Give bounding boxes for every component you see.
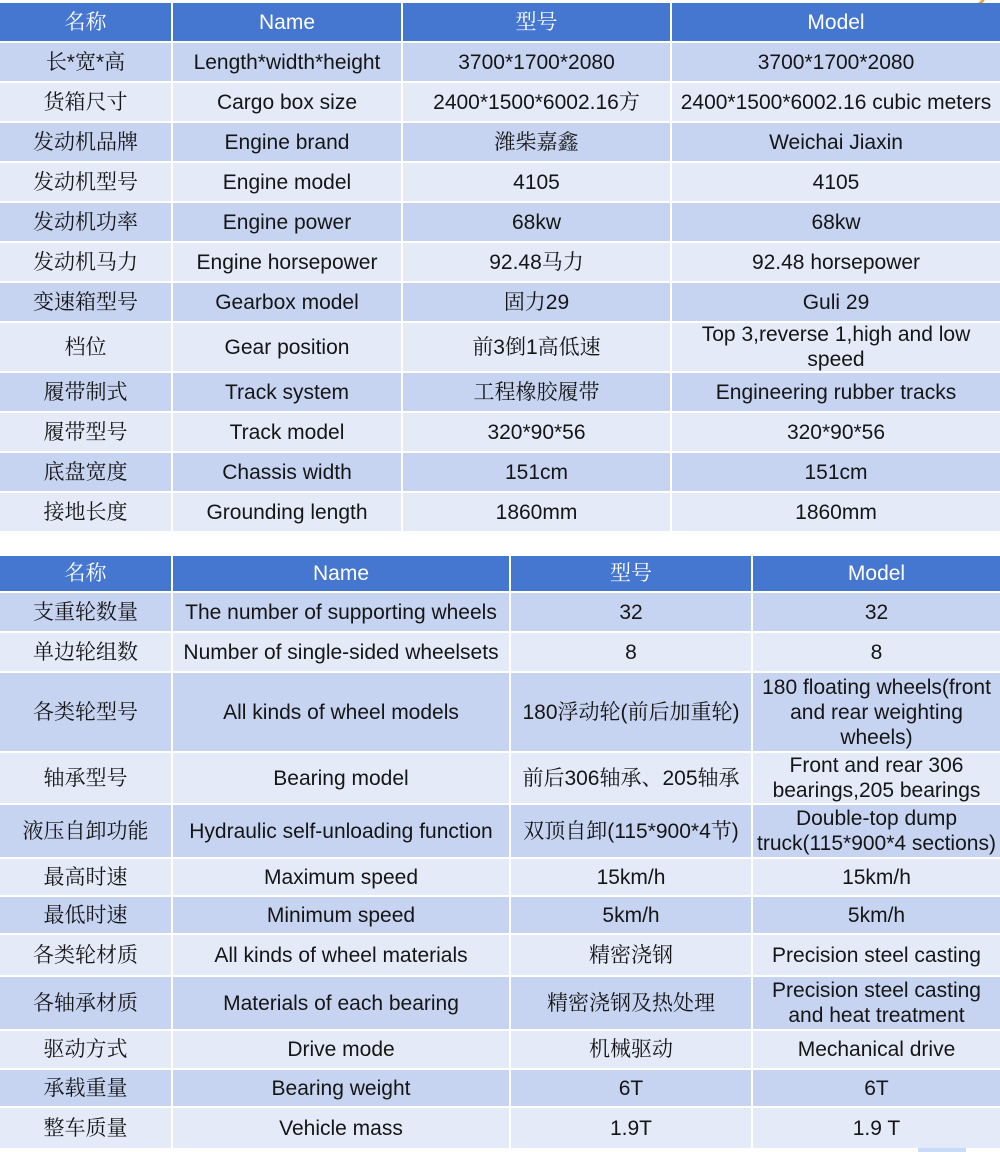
cell-label-cn: 最高时速	[0, 859, 171, 895]
cell-value-en: 68kw	[672, 203, 1000, 241]
cell-label-cn: 整车质量	[0, 1108, 171, 1148]
cell-value-cn: 固力29	[403, 283, 670, 321]
cell-value-cn: 前3倒1高低速	[403, 323, 670, 371]
cell-value-cn: 4105	[403, 163, 670, 201]
cell-value-cn: 机械驱动	[511, 1031, 751, 1068]
cell-value-en: 8	[753, 633, 1000, 671]
cell-value-en: Guli 29	[672, 283, 1000, 321]
cell-value-en: Engineering rubber tracks	[672, 373, 1000, 411]
cell-value-cn: 2400*1500*6002.16方	[403, 83, 670, 121]
cell-value-cn: 151cm	[403, 453, 670, 491]
cell-label-en: Engine horsepower	[173, 243, 401, 281]
cell-label-en: Vehicle mass	[173, 1108, 509, 1148]
cell-label-cn: 轴承型号	[0, 753, 171, 803]
cell-value-cn: 3700*1700*2080	[403, 43, 670, 81]
cell-label-cn: 档位	[0, 323, 171, 371]
cell-value-en: Precision steel casting	[753, 935, 1000, 975]
cell-value-en: Double-top dump truck(115*900*4 sections)	[753, 805, 1000, 857]
cell-label-en: Gearbox model	[173, 283, 401, 321]
cell-value-cn: 1.9T	[511, 1108, 751, 1148]
cell-value-cn: 精密浇钢及热处理	[511, 977, 751, 1029]
cell-label-cn: 承载重量	[0, 1070, 171, 1106]
header-value-en: Model	[753, 556, 1000, 591]
cell-label-en: Chassis width	[173, 453, 401, 491]
header-label-en: Name	[173, 3, 401, 41]
cell-value-cn: 1860mm	[403, 493, 670, 531]
header-label-en: Name	[173, 556, 509, 591]
cell-label-en: Engine power	[173, 203, 401, 241]
cell-label-en: All kinds of wheel models	[173, 673, 509, 751]
cell-label-en: Gear position	[173, 323, 401, 371]
cell-value-en: 92.48 horsepower	[672, 243, 1000, 281]
cell-label-en: Materials of each bearing	[173, 977, 509, 1029]
cell-label-cn: 履带型号	[0, 413, 171, 451]
cell-value-en: 6T	[753, 1070, 1000, 1106]
cell-label-en: Length*width*height	[173, 43, 401, 81]
cell-label-en: Minimum speed	[173, 897, 509, 933]
cell-label-cn: 底盘宽度	[0, 453, 171, 491]
cell-value-en: Weichai Jiaxin	[672, 123, 1000, 161]
cell-value-cn: 92.48马力	[403, 243, 670, 281]
cell-label-en: Engine model	[173, 163, 401, 201]
cell-label-cn: 各类轮型号	[0, 673, 171, 751]
cell-label-cn: 发动机型号	[0, 163, 171, 201]
cell-label-cn: 接地长度	[0, 493, 171, 531]
bottom-accent-bar	[918, 1148, 966, 1152]
cell-value-en: 5km/h	[753, 897, 1000, 933]
cell-value-cn: 8	[511, 633, 751, 671]
cell-value-en: 2400*1500*6002.16 cubic meters	[672, 83, 1000, 121]
header-label-cn: 名称	[0, 3, 171, 41]
cell-value-cn: 精密浇钢	[511, 935, 751, 975]
header-value-en: Model	[672, 3, 1000, 41]
cell-label-cn: 发动机品牌	[0, 123, 171, 161]
cell-value-cn: 双顶自卸(115*900*4节)	[511, 805, 751, 857]
cell-value-cn: 前后306轴承、205轴承	[511, 753, 751, 803]
cell-value-cn: 320*90*56	[403, 413, 670, 451]
cell-value-cn: 15km/h	[511, 859, 751, 895]
spec-table-1	[0, 3, 1000, 531]
cell-value-en: Front and rear 306 bearings,205 bearings	[753, 753, 1000, 803]
cell-label-cn: 发动机马力	[0, 243, 171, 281]
cell-label-en: Grounding length	[173, 493, 401, 531]
cell-value-cn: 68kw	[403, 203, 670, 241]
cell-label-en: Number of single-sided wheelsets	[173, 633, 509, 671]
cell-label-cn: 长*宽*高	[0, 43, 171, 81]
cell-value-en: 15km/h	[753, 859, 1000, 895]
header-value-cn: 型号	[403, 3, 670, 41]
cell-value-en: 32	[753, 593, 1000, 631]
cell-label-en: Track model	[173, 413, 401, 451]
cell-value-en: 4105	[672, 163, 1000, 201]
cell-value-cn: 32	[511, 593, 751, 631]
cell-label-cn: 各类轮材质	[0, 935, 171, 975]
cell-label-cn: 单边轮组数	[0, 633, 171, 671]
cell-label-en: Track system	[173, 373, 401, 411]
cell-value-cn: 6T	[511, 1070, 751, 1106]
cell-label-cn: 驱动方式	[0, 1031, 171, 1068]
cell-label-cn: 发动机功率	[0, 203, 171, 241]
cell-value-en: 151cm	[672, 453, 1000, 491]
cell-label-cn: 支重轮数量	[0, 593, 171, 631]
cell-label-en: Bearing weight	[173, 1070, 509, 1106]
cell-value-en: 3700*1700*2080	[672, 43, 1000, 81]
header-value-cn: 型号	[511, 556, 751, 591]
cell-label-en: Cargo box size	[173, 83, 401, 121]
header-label-cn: 名称	[0, 556, 171, 591]
cell-value-en: Mechanical drive	[753, 1031, 1000, 1068]
cell-label-en: The number of supporting wheels	[173, 593, 509, 631]
cell-value-en: 1.9 T	[753, 1108, 1000, 1148]
cell-label-cn: 履带制式	[0, 373, 171, 411]
cell-value-cn: 工程橡胶履带	[403, 373, 670, 411]
cell-label-en: Hydraulic self-unloading function	[173, 805, 509, 857]
cell-label-cn: 各轴承材质	[0, 977, 171, 1029]
spec-table-2	[0, 556, 1000, 1148]
cell-label-en: Engine brand	[173, 123, 401, 161]
cell-value-cn: 潍柴嘉鑫	[403, 123, 670, 161]
cell-label-cn: 液压自卸功能	[0, 805, 171, 857]
cell-label-en: Drive mode	[173, 1031, 509, 1068]
cell-label-en: Bearing model	[173, 753, 509, 803]
cell-value-en: Precision steel casting and heat treatment	[753, 977, 1000, 1029]
cell-value-cn: 180浮动轮(前后加重轮)	[511, 673, 751, 751]
cell-label-en: All kinds of wheel materials	[173, 935, 509, 975]
cell-label-cn: 变速箱型号	[0, 283, 171, 321]
cell-label-cn: 货箱尺寸	[0, 83, 171, 121]
cell-value-en: 1860mm	[672, 493, 1000, 531]
cell-value-en: Top 3,reverse 1,high and low speed	[672, 323, 1000, 371]
cell-value-en: 320*90*56	[672, 413, 1000, 451]
cell-value-cn: 5km/h	[511, 897, 751, 933]
cell-value-en: 180 floating wheels(front and rear weighting wheels)	[753, 673, 1000, 751]
cell-label-en: Maximum speed	[173, 859, 509, 895]
cell-label-cn: 最低时速	[0, 897, 171, 933]
